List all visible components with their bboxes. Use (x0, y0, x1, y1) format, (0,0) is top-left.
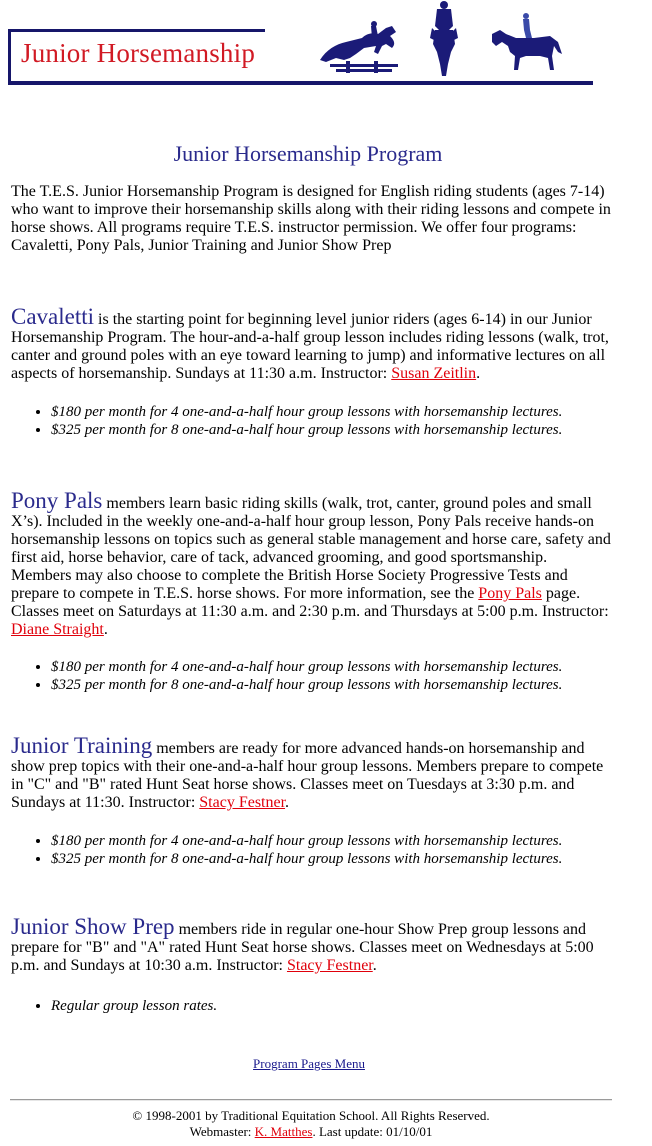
footer (0, 1108, 622, 1140)
footer-divider (10, 1099, 612, 1101)
section-pony-pals (11, 488, 611, 639)
copyright-text: © 1998-2001 by Traditional Equitation School. All Rights Reserved. (132, 1108, 490, 1123)
page-title: Junior Horsemanship Program (173, 141, 443, 166)
webmaster-label: Webmaster: (189, 1124, 255, 1139)
price-item: • $325 per month for 8 one-and-a-half hour group lessons with horsemanship lectures. (51, 676, 651, 694)
price-list-junior-training (11, 832, 651, 868)
section-text: is the starting point for beginning level junior riders (ages 6-14) in our Junior Horsemanship Program. The hour-and-a-half group lesson includes riding lessons (walk, trot, canter and ground poles with an eye toward learning to jump) and informative lectures on all aspects of horsemanship. Sundays at 11:30 a.m. Instructor: (11, 311, 609, 382)
price-list-cavaletti (11, 403, 651, 439)
price-list-junior-show-prep (11, 997, 651, 1015)
webmaster-line (0, 1124, 622, 1140)
program-menu-container (0, 1056, 618, 1072)
price-item: • $180 per month for 4 one-and-a-half hour group lessons with horsemanship lectures. (51, 403, 651, 421)
section-title: Junior Training (11, 733, 153, 758)
section-text: members learn basic riding skills (walk, trot, canter, ground poles and small X’s). Included in the weekly one-and-a-half hour group lesson, Pony Pals receive hands-on horsemanship lessons on topics such as general stable management and horse care, safety and first aid, horse behavior, care of tack, advanced grooming, and good sportsmanship. Members may also choose to complete the British Horse Society Progressive Tests and prepare to compete in T.E.S. horse shows. For more information, see the (11, 495, 611, 602)
price-list-pony-pals (11, 658, 651, 694)
section-title: Junior Show Prep (11, 914, 175, 939)
price-item: • Regular group lesson rates. (51, 997, 651, 1015)
header-banner (0, 0, 652, 95)
intro-paragraph: The T.E.S. Junior Horsemanship Program is designed for English riding students (ages 7-14) who want to improve their horsemanship skills along with their riding lessons and compete in horse shows. All programs require T.E.S. instructor permission. We offer four programs: Cavaletti, Pony Pals, Junior Training and Junior Show Prep (11, 183, 611, 254)
program-pages-menu-link[interactable]: Program Pages Menu (253, 1056, 365, 1071)
section-text-end: . (285, 794, 290, 811)
horse-walking-rider-icon (490, 12, 568, 74)
section-cavaletti (11, 304, 611, 383)
last-update: . Last update: 01/10/01 (312, 1124, 433, 1139)
section-text: members are ready for more advanced hands-on horsemanship and show prep topics with their one-and-a-half hour group lessons. Members prepare to compete in "C" and "B" rated Hunt Seat horse shows. Classes meet on Tuesdays at 3:30 p.m. and Sundays at 11:30. Instructor: (11, 740, 604, 811)
price-item: • $180 per month for 4 one-and-a-half hour group lessons with horsemanship lectures. (51, 832, 651, 850)
instructor-link[interactable]: Stacy Festner (286, 957, 373, 974)
section-title: Cavaletti (11, 304, 95, 329)
webmaster-link[interactable]: K. Matthes (254, 1124, 313, 1139)
horse-front-rider-icon (424, 0, 464, 82)
section-text-end: . (372, 957, 377, 974)
price-item: • $180 per month for 4 one-and-a-half hour group lessons with horsemanship lectures. (51, 658, 651, 676)
instructor-link[interactable]: Stacy Festner (199, 794, 286, 811)
price-item: • $325 per month for 8 one-and-a-half hour group lessons with horsemanship lectures. (51, 421, 651, 439)
section-text: page. Classes meet on Saturdays at 11:30 a.m. and 2:30 p.m. and Thursdays at 5:00 p.m. Instructor: (11, 585, 609, 620)
banner-underline (8, 81, 593, 85)
banner-title: Junior Horsemanship (21, 38, 256, 68)
section-title: Pony Pals (11, 488, 103, 513)
section-text-end: . (476, 365, 481, 382)
instructor-link[interactable]: Susan Zeitlin (391, 365, 477, 382)
section-text-end: . (103, 621, 108, 638)
section-text: members ride in regular one-hour Show Prep group lessons and prepare for "B" and "A" rated Hunt Seat horse shows. Classes meet on Wednesdays at 5:00 p.m. and Sundays at 10:30 a.m. Instructor: (11, 921, 594, 974)
price-item: • $325 per month for 8 one-and-a-half hour group lessons with horsemanship lectures. (51, 850, 651, 868)
pony-pals-page-link[interactable]: Pony Pals (478, 585, 542, 602)
horse-jumping-icon (316, 14, 412, 76)
section-junior-training (11, 733, 611, 812)
section-junior-show-prep (11, 914, 611, 975)
instructor-link[interactable]: Diane Straight (11, 621, 104, 638)
